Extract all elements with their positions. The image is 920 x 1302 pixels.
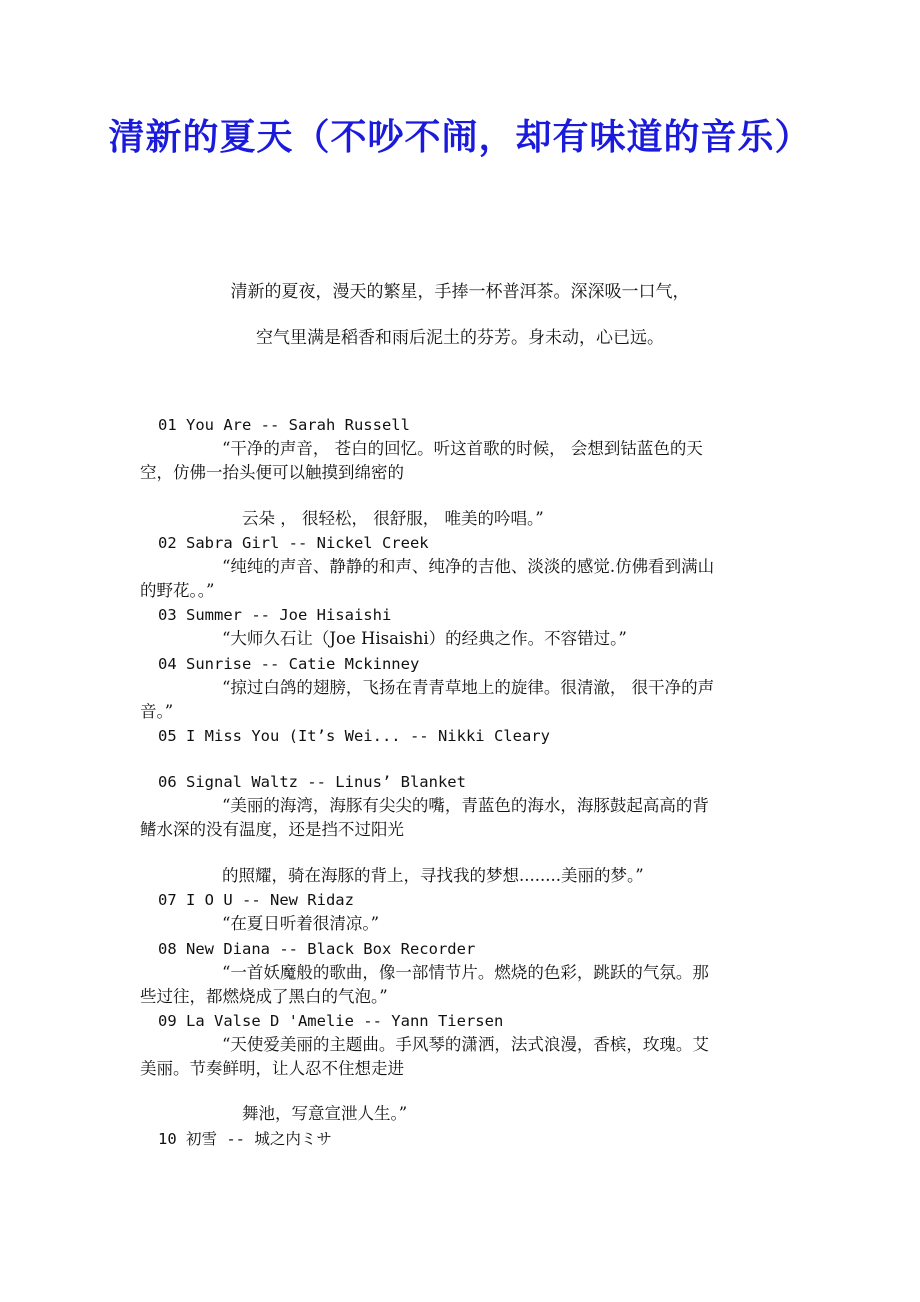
- track-description: “美丽的海湾，海豚有尖尖的嘴，青蓝色的海水，海豚鼓起高高的背: [222, 796, 709, 815]
- track-description: 空，仿佛一抬头便可以触摸到绵密的: [140, 463, 404, 482]
- track-description: “纯纯的声音、静静的和声、纯净的吉他、淡淡的感觉.仿佛看到满山: [222, 557, 715, 576]
- track-heading: 06 Signal Waltz -- Linus’ Blanket: [158, 773, 466, 791]
- track-heading: 10 初雪 -- 城之内ミサ: [158, 1130, 332, 1148]
- track-description: 的照耀，骑在海豚的背上，寻找我的梦想........美丽的梦。”: [222, 866, 644, 885]
- track-description: 些过往，都燃烧成了黑白的气泡。”: [140, 987, 388, 1006]
- track-heading: 01 You Are -- Sarah Russell: [158, 416, 410, 434]
- track-description: 的野花。。”: [140, 581, 215, 600]
- track-description: 鳍水深的没有温度，还是挡不过阳光: [140, 820, 404, 839]
- track-description: “干净的声音， 苍白的回忆。听这首歌的时候， 会想到钴蓝色的天: [222, 439, 703, 458]
- track-heading: 04 Sunrise -- Catie Mckinney: [158, 655, 420, 673]
- document-title: 清新的夏天（不吵不闹，却有味道的音乐）: [108, 116, 812, 158]
- track-heading: 09 La Valse D 'Amelie -- Yann Tiersen: [158, 1012, 504, 1030]
- track-heading: 02 Sabra Girl -- Nickel Creek: [158, 534, 429, 552]
- track-heading: 07 I O U -- New Ridaz: [158, 891, 354, 909]
- track-description: 美丽。节奏鲜明，让人忍不住想走进: [140, 1059, 404, 1078]
- intro-line-2: 空气里满是稻香和雨后泥土的芬芳。身未动，心已远。: [256, 328, 664, 348]
- track-description: “天使爱美丽的主题曲。手风琴的潇洒，法式浪漫，香槟，玫瑰。艾: [222, 1035, 709, 1054]
- track-description: “在夏日听着很清凉。”: [222, 914, 380, 933]
- track-heading: 08 New Diana -- Black Box Recorder: [158, 940, 476, 958]
- track-description: “掠过白鸽的翅膀，飞扬在青青草地上的旋律。很清澈， 很干净的声: [222, 678, 715, 697]
- track-heading: 03 Summer -- Joe Hisaishi: [158, 606, 392, 624]
- track-description: 舞池，写意宣泄人生。”: [242, 1104, 408, 1123]
- intro-line-1: 清新的夏夜，漫天的繁星，手捧一杯普洱茶。深深吸一口气，: [230, 282, 690, 302]
- track-description: “大师久石让（Joe Hisaishi）的经典之作。不容错过。”: [222, 629, 627, 648]
- track-heading: 05 I Miss You (It’s Wei... -- Nikki Cleary: [158, 727, 550, 745]
- track-description: 云朵 ， 很轻松， 很舒服， 唯美的吟唱。”: [242, 509, 544, 528]
- track-description: 音。”: [140, 702, 174, 721]
- track-description: “一首妖魔般的歌曲，像一部情节片。燃烧的色彩，跳跃的气氛。那: [222, 963, 709, 982]
